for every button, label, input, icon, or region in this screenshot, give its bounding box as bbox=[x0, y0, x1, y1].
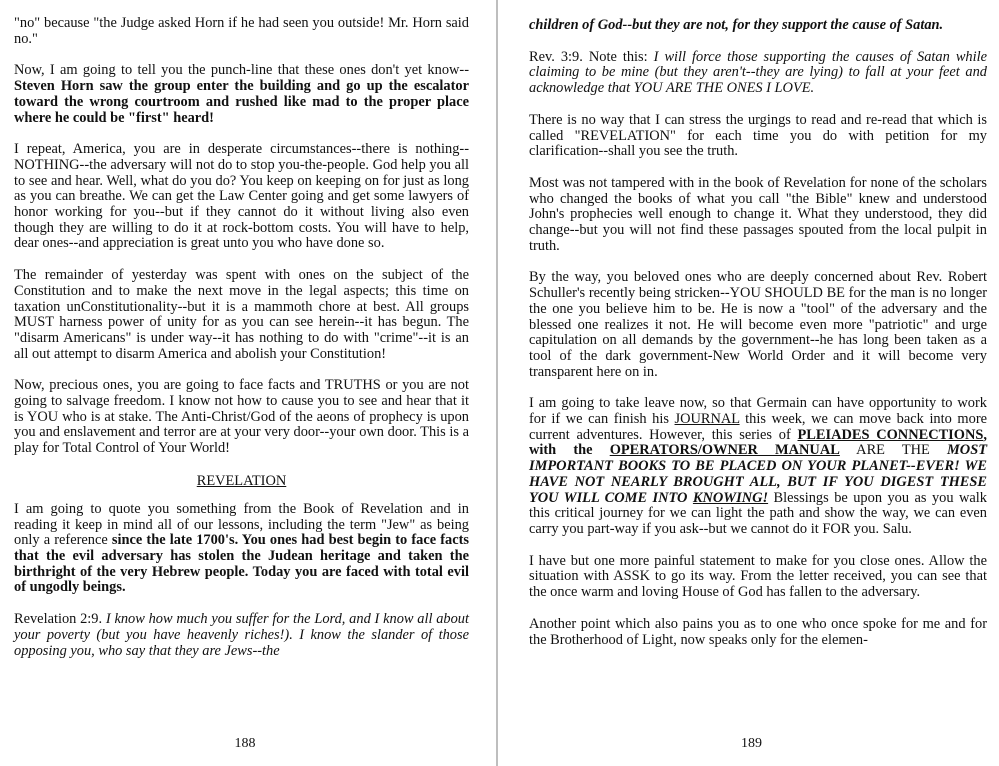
paragraph: Another point which also pains you as to one who once spoke for me and for the Brotherhood of Light, now speaks only for the elemen- bbox=[529, 615, 987, 648]
bold-text: Steven Horn saw the group enter the building and go up the escalator toward the wrong courtroom and rushed like mad to the proper place where he could be "first" heard! bbox=[14, 78, 469, 126]
paragraph bbox=[14, 502, 469, 596]
italic-quote: I will force those supporting the causes of Satan while claiming to be mine (but they aren't--they are lying) to fall at your feet and acknowledge that YOU ARE THE ONES I LOVE. bbox=[529, 48, 988, 97]
paragraph: The remainder of yesterday was spent with ones on the subject of the Constitution and to make the next move in the legal aspects; this time on taxation unConstitutionality--but it is a mammoth chore at best. All groups MUST harness power of unity for as you can see herein--it has begun. The "disarm Americans" is under way--it has nothing to do with "crime"--it is an all out attempt to disarm America and abolish your Constitution! bbox=[14, 267, 469, 362]
text-run: I am going to quote you something from the Book of Revelation and in reading it keep in mind all of our lessons, including the term "Jew" as being only a reference bbox=[14, 500, 469, 549]
text-run: , with the bbox=[529, 426, 987, 459]
text-run: Now, I am going to tell you the punch-line that these ones don't yet know-- bbox=[14, 62, 469, 79]
paragraph bbox=[14, 63, 469, 126]
manual-title: OPERATORS/OWNER MANUAL bbox=[609, 442, 840, 459]
text-run: Blessings be upon you as you walk this critical journey for we can light the path and show the way, we can even carry you part-way if you ask--but we cannot do it FOR you. Salu. bbox=[529, 489, 988, 537]
paragraph: I repeat, America, you are in desperate circumstances--there is nothing--NOTHING--the adversary will not do to stop you-the-people. God help you all to see and hear. Well, what do you do? You keep on keeping on for just as long as you can breathe. We can get the Law Center going and get some lawyers of honor working for you--but if they cannot do it without living also even though they are willing to do it at rock-bottom costs. You will have to help, dear ones--and appreciation is great unto you who have done so. bbox=[14, 141, 469, 252]
book-gutter bbox=[496, 0, 498, 766]
paragraph: There is no way that I can stress the urgings to read and re-read that which is called "REVELATION" for each time you do with petition for my clarification--shall you see the truth. bbox=[529, 111, 987, 160]
text-run: I am going to take leave now, so that Germain can have opportunity to work for if we can finish his bbox=[529, 395, 987, 428]
paragraph bbox=[529, 50, 987, 97]
paragraph: children of God--but they are not, for they support the cause of Satan. bbox=[529, 17, 944, 33]
text-run: this week, we can move back into more current adventures. However, this series of bbox=[529, 411, 987, 443]
text-run: ARE THE bbox=[839, 442, 948, 459]
paragraph bbox=[529, 396, 987, 537]
text-run: Revelation 2:9. bbox=[14, 611, 106, 628]
italic-quote: I know how much you suffer for the Lord, and I know all about your poverty (but you have heavenly riches!). I know the slander of those opposing you, who say that they are Jews--the bbox=[14, 611, 470, 659]
emphasis-text: MOST IMPORTANT BOOKS TO BE PLACED ON YOUR PLANET--EVER! WE HAVE NOT NEARLY BROUGHT ALL, BUT IF YOU DIGEST THESE YOU WILL COME INTO bbox=[529, 442, 987, 506]
section-heading: REVELATION bbox=[196, 472, 287, 489]
paragraph: I have but one more painful statement to make for you close ones. Allow the situation with ASSK to go its way. From the letter received, you can see that the once warm and loving House of God has fallen to the adversary. bbox=[529, 552, 987, 601]
paragraph: Now, precious ones, you are going to face facts and TRUTHS or you are not going to salvage freedom. I know not how to cause you to see and hear that it is YOU who is at stake. The Anti-Christ/God of the aeons of prophecy is upon you and enslavement and terror are at your very door--your own door. This is a play for Total Control of Your World! bbox=[14, 377, 469, 457]
series-title: PLEIADES CONNECTIONS bbox=[797, 426, 984, 443]
journal-title: JOURNAL bbox=[674, 411, 740, 428]
paragraph: By the way, you beloved ones who are deeply concerned about Rev. Robert Schuller's recently being stricken--YOU SHOULD BE for the man is no longer the one you believe him to be. He is now a "tool" of the adversary and the blessed one realizes it not. He will become even more "patriotic" and urge capitulation on all demands by the government--he has long been taken as a tool of the dark government-New World Order and it will become very transparent here on in. bbox=[529, 269, 987, 380]
right-page bbox=[504, 0, 999, 766]
page-number: 189 bbox=[741, 736, 762, 751]
bold-text: since the late 1700's. You ones had best begin to face facts that the evil adversary has stolen the Judean heritage and taken the birthright of the very Hebrew people. Today you are faced with total evil of ungodly beings. bbox=[14, 532, 469, 596]
page-number: 188 bbox=[234, 736, 256, 751]
paragraph: "no" because "the Judge asked Horn if he had seen you outside! Mr. Horn said no." bbox=[14, 15, 469, 47]
emphasis-text: KNOWING! bbox=[692, 489, 769, 506]
paragraph: Most was not tampered with in the book of Revelation for none of the scholars who changed the books of what you call "the Bible" knew and understood John's prophecies well enough to change it. What they understood, they did change--but you will not find these passages spouted from the local pulpit in truth. bbox=[529, 174, 987, 254]
left-page bbox=[0, 0, 490, 766]
text-run: Rev. 3:9. Note this: bbox=[529, 48, 654, 65]
paragraph bbox=[14, 612, 469, 659]
